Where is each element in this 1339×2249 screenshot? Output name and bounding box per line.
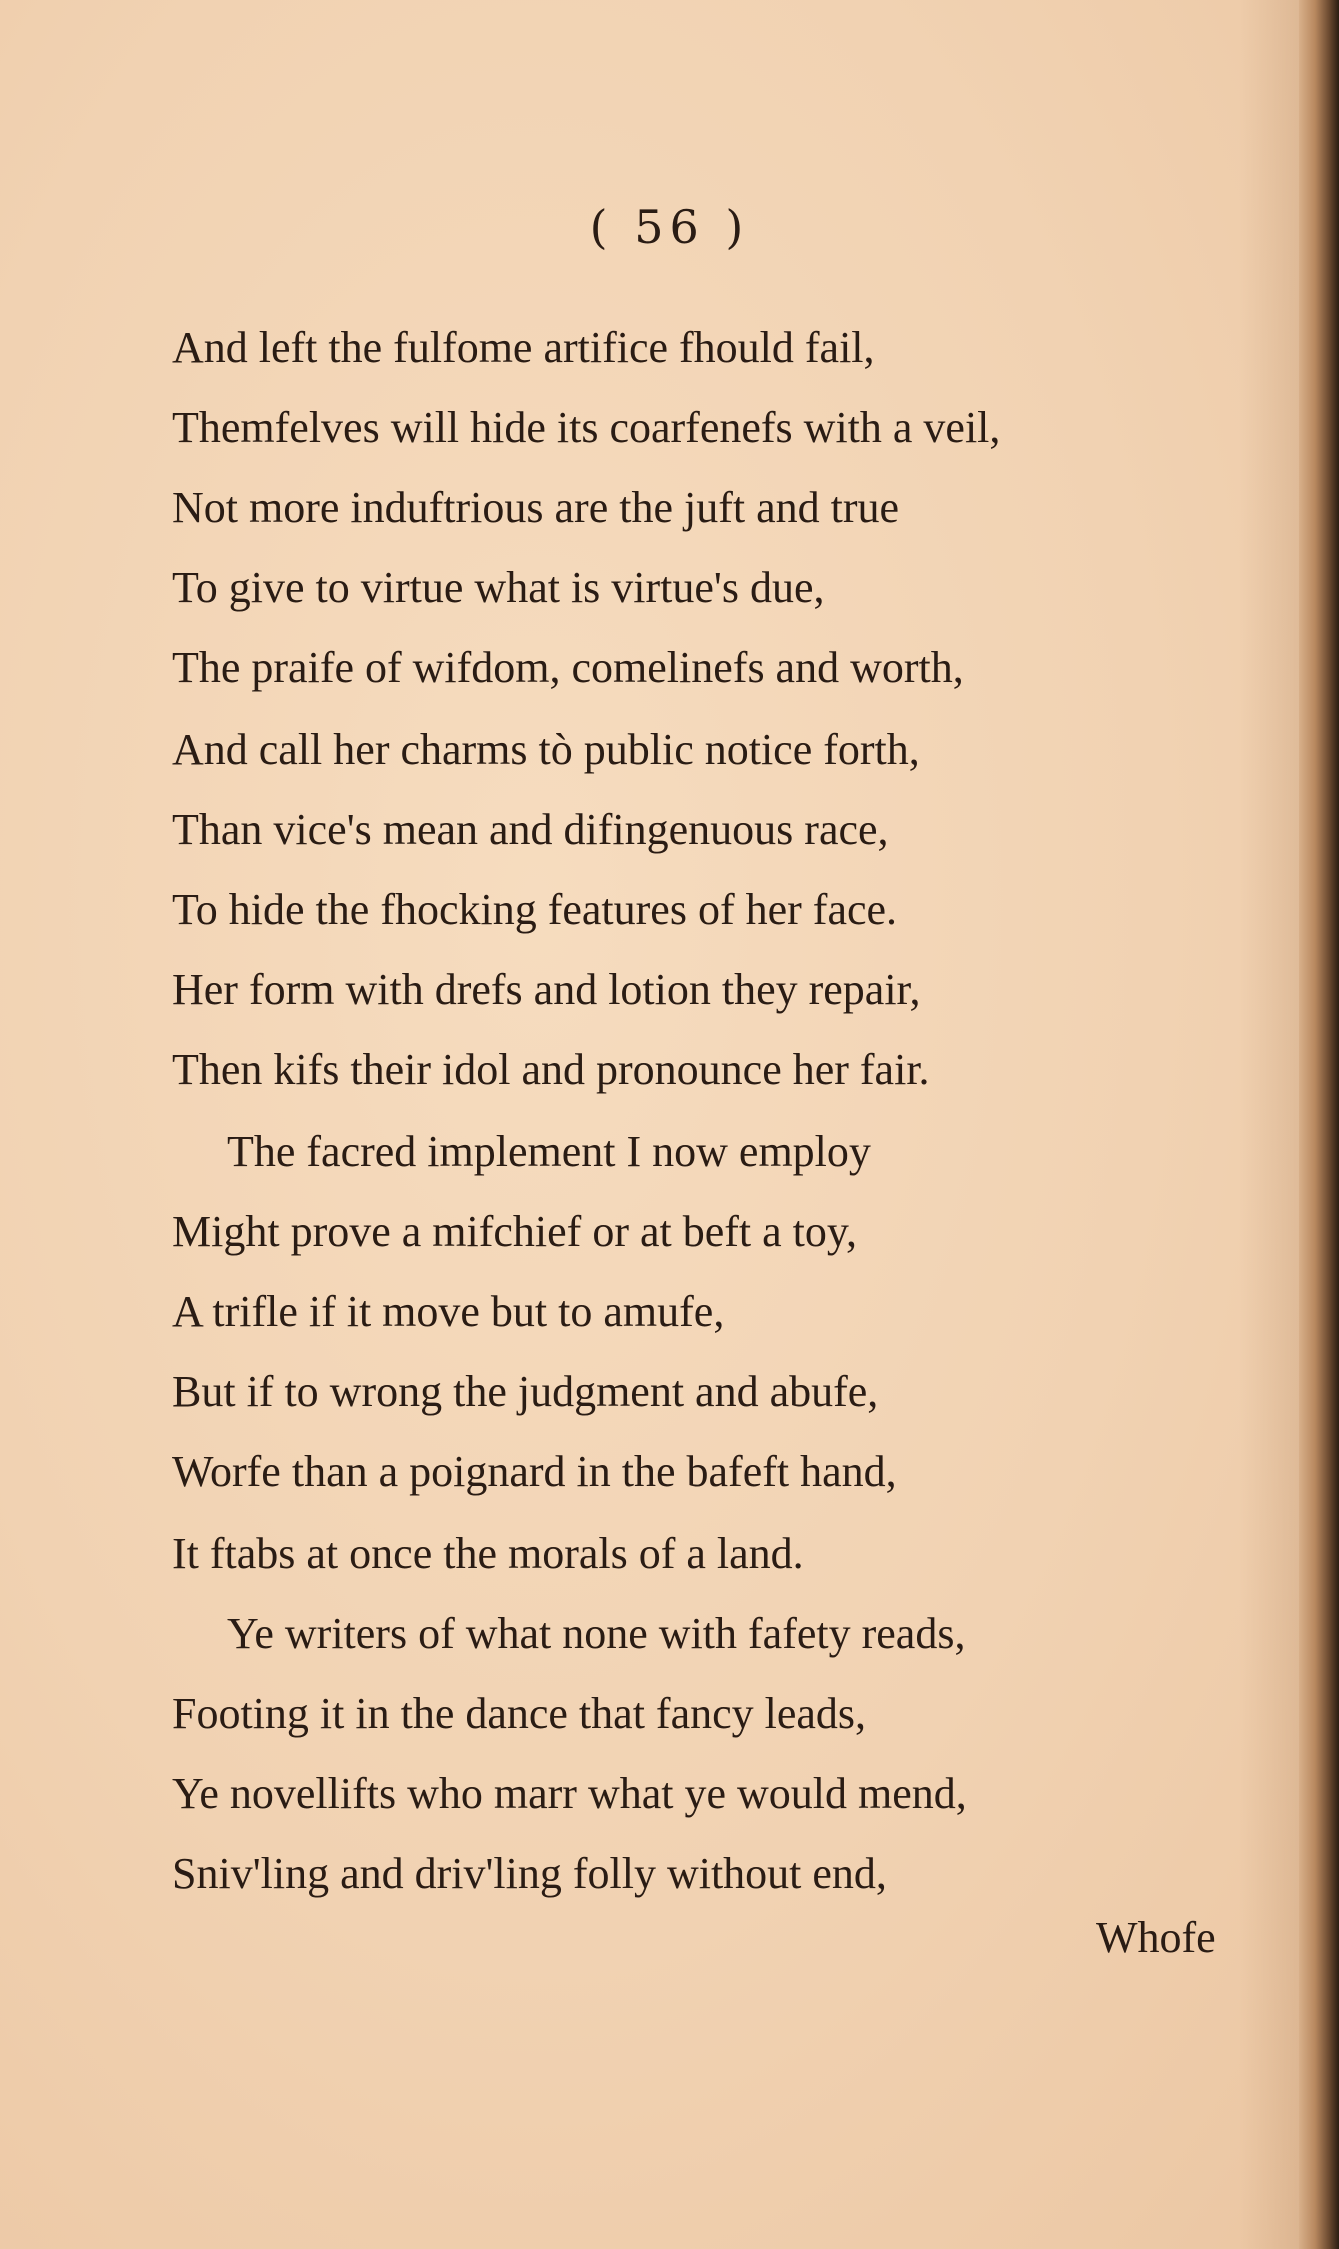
- poem-line: Her form with drefs and lotion they repair,: [172, 965, 921, 1014]
- poem-line: Ye writers of what none with fafety reads,: [227, 1609, 966, 1658]
- poem-line: It ftabs at once the morals of a land.: [172, 1529, 804, 1578]
- poem-line: Sniv'ling and driv'ling folly without end,: [172, 1849, 887, 1898]
- poem-line: To give to virtue what is virtue's due,: [172, 563, 825, 612]
- poem-line: The facred implement I now employ: [227, 1127, 871, 1176]
- poem-line: The praife of wifdom, comelinefs and worth,: [172, 643, 964, 692]
- poem-line: Ye novellifts who marr what ye would mend,: [172, 1769, 967, 1818]
- poem-line: Worfe than a poignard in the bafeft hand,: [172, 1447, 897, 1496]
- poem-line: And left the fulfome artifice fhould fail,: [172, 323, 875, 372]
- page-number: ( 56 ): [589, 200, 750, 254]
- poem-line: To hide the fhocking features of her face.: [172, 885, 898, 934]
- poem-line: Then kifs their idol and pronounce her fair.: [172, 1045, 930, 1094]
- catchword: Whofe: [1096, 1913, 1216, 1962]
- poem-line: But if to wrong the judgment and abufe,: [172, 1367, 879, 1416]
- poem-line: Not more induftrious are the juft and true: [172, 483, 900, 532]
- poem-line: Than vice's mean and difingenuous race,: [172, 805, 889, 854]
- poem-line: Footing it in the dance that fancy leads,: [172, 1689, 867, 1738]
- poem-line: Themfelves will hide its coarfenefs with a veil,: [172, 403, 1001, 452]
- page-gutter: [1299, 0, 1339, 2249]
- poem-line: A trifle if it move but to amufe,: [172, 1287, 725, 1336]
- poem-line: Might prove a mifchief or at beft a toy,: [172, 1207, 858, 1256]
- poem-line: And call her charms tò public notice forth,: [172, 725, 920, 774]
- page-shadow: [1239, 0, 1299, 2249]
